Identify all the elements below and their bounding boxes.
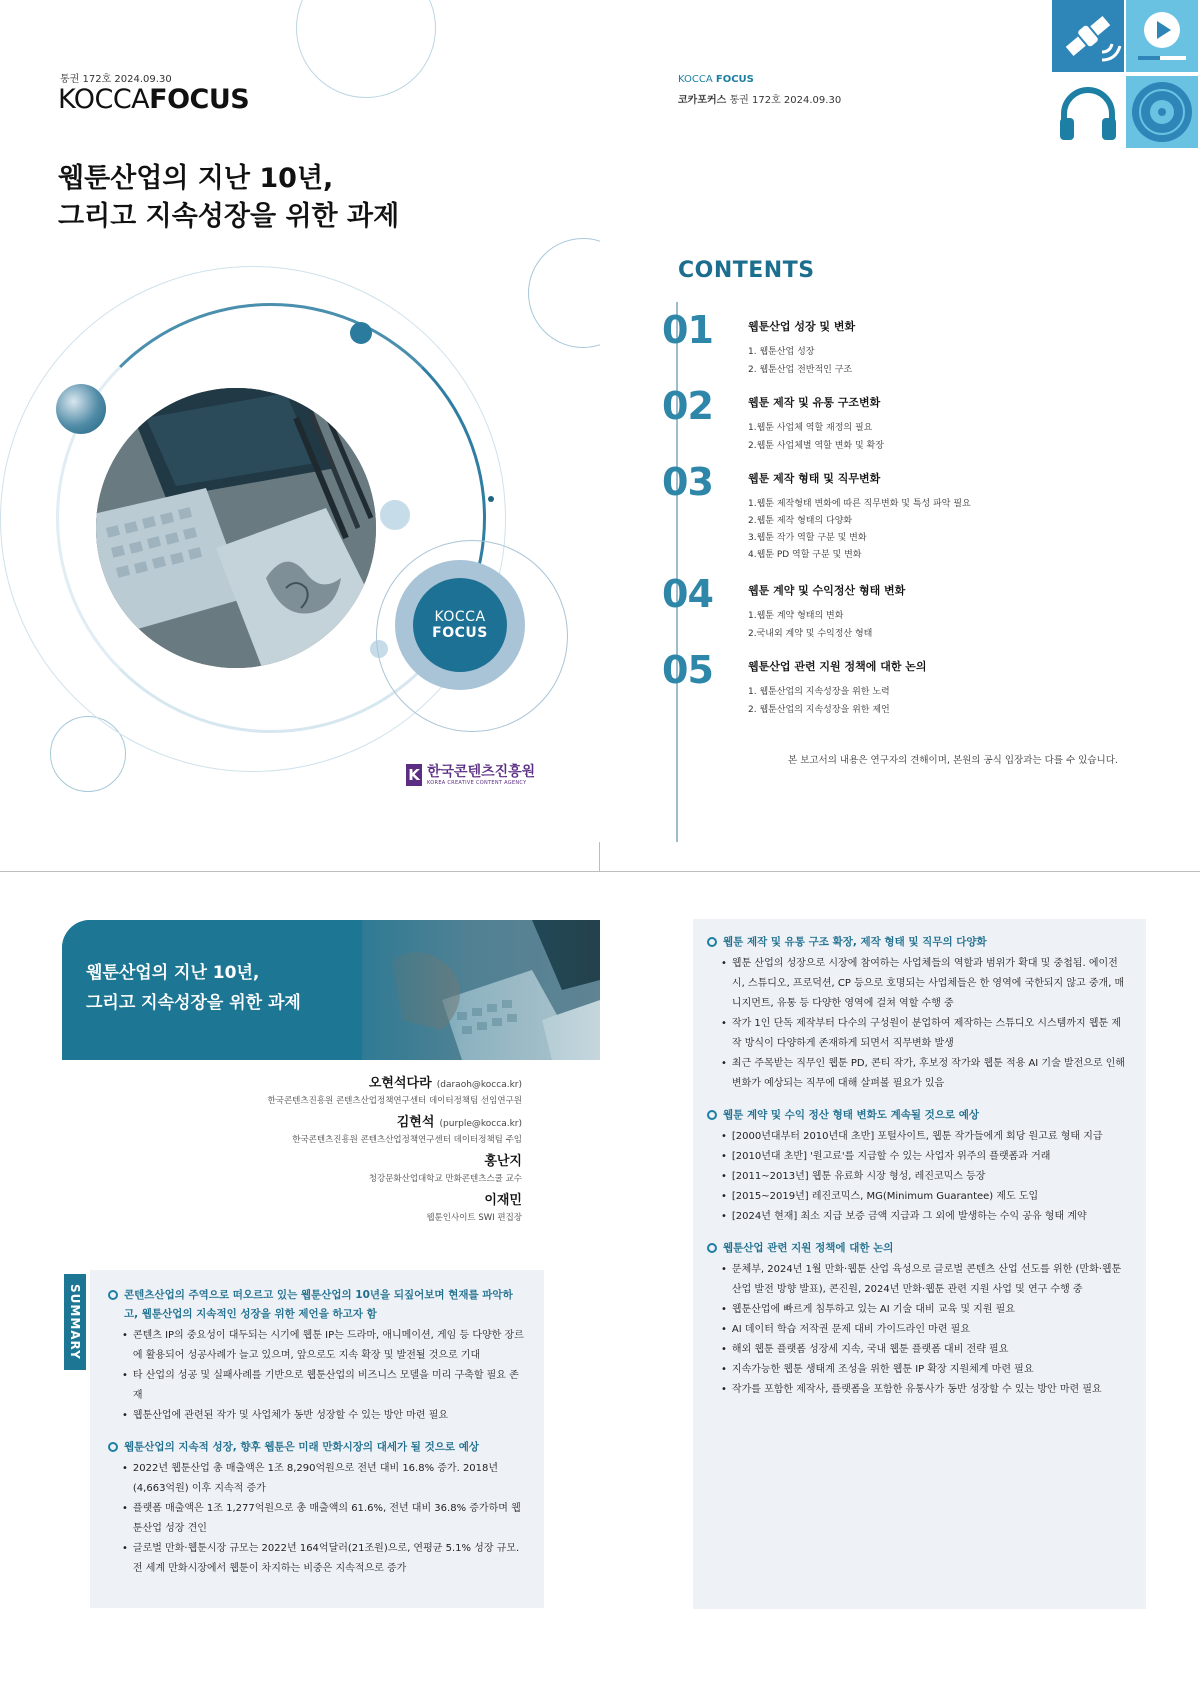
- deco-dot-tiny: [488, 496, 494, 502]
- toc-num: 02: [662, 384, 713, 428]
- sub-text: 2022년 웹툰산업 총 매출액은 1조 8,290억원으로 전년 대비 16.8% 증가. 2018년 (4,663억원) 이후 지속적 증가: [132, 1463, 499, 1494]
- summary-title: [86, 958, 301, 1018]
- bullet-circle-icon: [108, 1442, 118, 1452]
- bullet-circle-icon: [707, 1243, 717, 1253]
- detail-sub-item: • 웹툰산업에 빠르게 침투하고 있는 AI 기술 대비 교육 및 지원 필요: [707, 1300, 1128, 1320]
- agency-text: [427, 765, 535, 786]
- contents-title: CONTENTS: [678, 258, 815, 283]
- badge-line-2: FOCUS: [432, 625, 488, 641]
- sub-text: [2000년대부터 2010년대 초반] 포털사이트, 웹툰 작가들에게 회당 원고료 형태 지급: [731, 1131, 1103, 1142]
- author-3: [369, 1150, 522, 1184]
- detail-sub-item: • [2024년 현재] 최소 지급 보증 금액 지급과 그 외에 발생하는 수익 공유 형태 계약: [707, 1207, 1128, 1227]
- bullet-text: 콘텐츠산업의 주역으로 떠오르고 있는 웹툰산업의 10년을 되짚어보며 현재를 파악하고, 웹툰산업의 지속적인 성장을 위한 제언을 하고자 함: [124, 1289, 513, 1320]
- sub-text: 웹툰산업에 관련된 작가 및 사업체가 동반 성장할 수 있는 방안 마련 필요: [132, 1410, 449, 1421]
- toc-item: 4.웹툰 PD 역할 구분 및 변화: [748, 550, 862, 560]
- toc-item: 2.웹툰 제작 형태의 다양화: [748, 516, 853, 526]
- contents-brand: [678, 74, 754, 85]
- toc-num: 03: [662, 460, 713, 504]
- toc-heading: 웹툰산업 성장 및 변화: [748, 320, 856, 333]
- detail-sub-item: • [2011~2013년] 웹툰 유료화 시장 형성, 레진코믹스 등장: [707, 1167, 1128, 1187]
- sub-text: 작가를 포함한 제작사, 플랫폼을 포함한 유통사가 동반 성장할 수 있는 방안 마련 필요: [731, 1384, 1102, 1395]
- sub-text: [2010년대 초반] '원고료'를 지급할 수 있는 사업자 위주의 플랫폼과 거래: [731, 1151, 1051, 1162]
- detail-sub-item: • 해외 웹툰 플랫폼 성장세 지속, 국내 웹툰 플랫폼 대비 전략 필요: [707, 1340, 1128, 1360]
- focus-badge: [395, 560, 525, 690]
- toc-heading: 웹툰 제작 형태 및 직무변화: [748, 472, 881, 485]
- bullet-circle-icon: [707, 1110, 717, 1120]
- summary-sub-item: • 글로벌 만화·웹툰시장 규모는 2022년 164억달러(21조원)으로, 연평균 5.1% 성장 규모. 전 세계 만화시장에서 웹툰이 차지하는 비중은 지속적으로 증가: [108, 1539, 524, 1579]
- toc-num: 05: [662, 648, 713, 692]
- agency-eng: KOREA CREATIVE CONTENT AGENCY: [427, 779, 527, 786]
- author-affiliation: 청강문화산업대학교 만화콘텐츠스쿨 교수: [368, 1174, 522, 1184]
- detail-sub-item: • [2015~2019년] 레진코믹스, MG(Minimum Guarantee) 제도 도입: [707, 1187, 1128, 1207]
- cover-photo-illustration: [96, 388, 376, 668]
- cover-issue: 통권 172호 2024.09.30: [60, 74, 172, 85]
- contents-page: [600, 0, 1200, 842]
- detail-bullet-1: [707, 933, 1128, 952]
- toc-num: 01: [662, 308, 713, 352]
- author-name: 오현석다라: [368, 1076, 432, 1091]
- toc-item: 2.웹툰 사업체별 역할 변화 및 확장: [748, 441, 884, 451]
- contents-issue: [678, 91, 841, 106]
- sub-text: 해외 웹툰 플랫폼 성장세 지속, 국내 웹툰 플랫폼 대비 전략 필요: [731, 1344, 1009, 1355]
- summary-page: [0, 872, 600, 1684]
- headphones-icon: [1052, 76, 1124, 148]
- vinyl-disc-icon: [1126, 76, 1198, 148]
- sub-text: 작가 1인 단독 제작부터 다수의 구성원이 분업하여 제작하는 스튜디오 시스템까지 웹툰 제작 방식이 다양하게 존재하게 되면서 직무변화 발생: [731, 1018, 1121, 1049]
- author-name: 김현석: [396, 1115, 435, 1130]
- detail-sub-item: • [2000년대부터 2010년대 초반] 포털사이트, 웹툰 작가들에게 회당 원고료 형태 지급: [707, 1127, 1128, 1147]
- detail-bullet-3: [707, 1239, 1128, 1258]
- agency-name: 한국콘텐츠진흥원: [427, 763, 536, 780]
- detail-sub-item: • 지속가능한 웹툰 생태계 조성을 위한 웹툰 IP 확장 지원체계 마련 필요: [707, 1360, 1128, 1380]
- brand-thin: KOCCA: [58, 84, 150, 115]
- bullet-circle-icon: [707, 937, 717, 947]
- bullet-text: 웹툰 제작 및 유통 구조 확장, 제작 형태 및 직무의 다양화: [723, 936, 987, 948]
- summary-sub-item: • 콘텐츠 IP의 중요성이 대두되는 시기에 웹툰 IP는 드라마, 애니메이션, 게임 등 다양한 장르에 활용되어 성공사례가 늘고 있으며, 앞으로도 지속 확장 및 발전될 것으로 기대: [108, 1326, 524, 1366]
- author-1: [268, 1072, 522, 1106]
- sub-text: 문체부, 2024년 1월 만화·웹툰 산업 육성으로 글로벌 콘텐츠 산업 선도를 위한 (만화·웹툰 산업 발전 방향 발표), 콘진원, 2024년 만화·웹툰 관련 지원 사업 및 연구 수행 중: [731, 1264, 1122, 1295]
- satellite-icon: [1052, 0, 1124, 72]
- sub-text: [2011~2013년] 웹툰 유료화 시장 형성, 레진코믹스 등장: [731, 1171, 986, 1182]
- summary-sub-item: • 웹툰산업에 관련된 작가 및 사업체가 동반 성장할 수 있는 방안 마련 필요: [108, 1406, 524, 1426]
- toc-heading: 웹툰 계약 및 수익정산 형태 변화: [748, 584, 906, 597]
- toc-item: 2. 웹툰산업 전반적인 구조: [748, 365, 853, 375]
- deco-dot-grey1: [378, 498, 412, 532]
- author-email[interactable]: (purple@kocca.kr): [439, 1119, 522, 1129]
- bullet-circle-icon: [108, 1290, 118, 1300]
- detail-box: [693, 919, 1146, 1609]
- contents-brand-bold: FOCUS: [715, 74, 754, 85]
- deco-dot-large: [56, 384, 106, 434]
- summary-bullet-1: [108, 1286, 524, 1324]
- media-icons: [1050, 0, 1200, 150]
- toc-item: 1.웹툰 제작형태 변화에 따른 직무변화 및 특성 파악 필요: [748, 499, 971, 509]
- sub-text: [2015~2019년] 레진코믹스, MG(Minimum Guarantee) 제도 도입: [731, 1191, 1039, 1202]
- toc-heading: 웹툰산업 관련 지원 정책에 대한 논의: [748, 660, 927, 673]
- deco-ring-right: [528, 238, 600, 348]
- sub-text: 글로벌 만화·웹툰시장 규모는 2022년 164억달러(21조원)으로, 연평균 5.1% 성장 규모. 전 세계 만화시장에서 웹툰이 차지하는 비중은 지속적으로 증가: [132, 1543, 520, 1574]
- sub-text: AI 데이터 학습 저작권 문제 대비 가이드라인 마련 필요: [731, 1324, 970, 1335]
- sub-text: 플랫폼 매출액은 1조 1,277억원으로 총 매출액의 61.6%, 전년 대비 36.8% 증가하며 웹툰산업 성장 견인: [132, 1503, 521, 1534]
- contents-issue-bold: 코카포커스: [678, 95, 727, 106]
- deco-dot-small: [350, 322, 372, 344]
- bullet-text: 웹툰산업 관련 지원 정책에 대한 논의: [723, 1242, 894, 1254]
- summary-sub-item: • 타 산업의 성공 및 실패사례를 기반으로 웹툰산업의 비즈니스 모델을 미리 구축할 필요 존재: [108, 1366, 524, 1406]
- detail-sub-item: • [2010년대 초반] '원고료'를 지급할 수 있는 사업자 위주의 플랫폼과 거래: [707, 1147, 1128, 1167]
- cover-title-line-2: 그리고 지속성장을 위한 과제: [58, 201, 400, 232]
- summary-title-line-1: 웹툰산업의 지난 10년,: [86, 963, 260, 983]
- detail-sub-item: • AI 데이터 학습 저작권 문제 대비 가이드라인 마련 필요: [707, 1320, 1128, 1340]
- cover-title-line-1: 웹툰산업의 지난 10년,: [58, 163, 334, 194]
- toc-item: 1. 웹툰산업 성장: [748, 347, 815, 357]
- detail-bullet-2: [707, 1106, 1128, 1125]
- author-affiliation: 한국콘텐츠진흥원 콘텐츠산업정책연구센터 데이터정책팀 주임: [292, 1135, 522, 1145]
- author-affiliation: 한국콘텐츠진흥원 콘텐츠산업정책연구센터 데이터정책팀 선임연구원: [267, 1096, 522, 1106]
- bullet-text: 웹툰산업의 지속적 성장, 향후 웹툰은 미래 만화시장의 대세가 될 것으로 예상: [124, 1441, 479, 1453]
- sub-text: 최근 주목받는 직무인 웹툰 PD, 콘티 작가, 후보정 작가와 웹툰 적용 AI 기술 발전으로 인해 변화가 예상되는 직무에 대해 살펴볼 필요가 있음: [731, 1058, 1126, 1089]
- sub-text: [2024년 현재] 최소 지급 보증 금액 지급과 그 외에 발생하는 수익 공유 형태 계약: [731, 1211, 1087, 1222]
- toc-item: 1.웹툰 사업체 역할 재정의 필요: [748, 423, 873, 433]
- sub-text: 지속가능한 웹툰 생태계 조성을 위한 웹툰 IP 확장 지원체계 마련 필요: [731, 1364, 1034, 1375]
- toc-item: 1.웹툰 계약 형태의 변화: [748, 611, 844, 621]
- toc-num: 04: [662, 572, 713, 616]
- sub-text: 타 산업의 성공 및 실패사례를 기반으로 웹툰산업의 비즈니스 모델을 미리 구축할 필요 존재: [132, 1370, 519, 1401]
- summary-box: [90, 1270, 544, 1608]
- summary-sub-item: • 플랫폼 매출액은 1조 1,277억원으로 총 매출액의 61.6%, 전년 대비 36.8% 증가하며 웹툰산업 성장 견인: [108, 1499, 524, 1539]
- bullet-text: 웹툰 계약 및 수익 정산 형태 변화도 계속될 것으로 예상: [723, 1109, 980, 1121]
- video-play-icon: [1126, 0, 1198, 72]
- detail-page: [600, 872, 1200, 1684]
- detail-sub-item: • 웹툰 산업의 성장으로 시장에 참여하는 사업체들의 역할과 범위가 확대 및 중첩됨. 에이전시, 스튜디오, 프로덕션, CP 등으로 호명되는 사업체들은 한 영역에 국한되지 않고 중개, 매니지먼트, 유통 등 다양한 영역에 걸쳐 역할 수행 중: [707, 954, 1128, 1014]
- detail-sub-item: • 최근 주목받는 직무인 웹툰 PD, 콘티 작가, 후보정 작가와 웹툰 적용 AI 기술 발전으로 인해 변화가 예상되는 직무에 대해 살펴볼 필요가 있음: [707, 1054, 1128, 1094]
- author-2: [292, 1111, 522, 1145]
- toc-item: 1. 웹툰산업의 지속성장을 위한 노력: [748, 687, 890, 697]
- deco-ring-top: [296, 0, 436, 98]
- detail-sub-item: • 작가 1인 단독 제작부터 다수의 구성원이 분업하여 제작하는 스튜디오 시스템까지 웹툰 제작 방식이 다양하게 존재하게 되면서 직무변화 발생: [707, 1014, 1128, 1054]
- cover-title: [58, 160, 498, 236]
- summary-label: SUMMARY: [64, 1274, 86, 1370]
- disclaimer: 본 보고서의 내용은 연구자의 견해이며, 본원의 공식 입장과는 다를 수 있습니다.: [788, 755, 1118, 766]
- toc-item: 2. 웹툰산업의 지속성장을 위한 제언: [748, 705, 890, 715]
- contents-brand-thin: KOCCA: [678, 74, 713, 85]
- summary-title-line-2: 그리고 지속성장을 위한 과제: [86, 993, 301, 1013]
- sub-text: 웹툰산업에 빠르게 침투하고 있는 AI 기술 대비 교육 및 지원 필요: [731, 1304, 1015, 1315]
- badge-line-1: KOCCA: [434, 609, 486, 625]
- author-affiliation: 웹툰인사이트 SWI 편집장: [426, 1213, 522, 1223]
- author-email[interactable]: (daraoh@kocca.kr): [436, 1080, 522, 1090]
- toc-heading: 웹툰 제작 및 유통 구조변화: [748, 396, 881, 409]
- agency-logo: [406, 764, 535, 786]
- detail-sub-item: • 문체부, 2024년 1월 만화·웹툰 산업 육성으로 글로벌 콘텐츠 산업 선도를 위한 (만화·웹툰 산업 발전 방향 발표), 콘진원, 2024년 만화·웹툰 관련 지원 사업 및 연구 수행 중: [707, 1260, 1128, 1300]
- toc-item: 2.국내외 계약 및 수익정산 형태: [748, 629, 873, 639]
- cover-brand: [58, 84, 249, 115]
- detail-sub-item: • 작가를 포함한 제작사, 플랫폼을 포함한 유통사가 동반 성장할 수 있는 방안 마련 필요: [707, 1380, 1128, 1400]
- author-4: [426, 1189, 522, 1223]
- author-name: 이재민: [484, 1193, 522, 1208]
- brand-bold: FOCUS: [149, 84, 250, 115]
- toc-item: 3.웹툰 작가 역할 구분 및 변화: [748, 533, 867, 543]
- agency-k-mark-icon: K: [406, 764, 422, 786]
- sub-text: 콘텐츠 IP의 중요성이 대두되는 시기에 웹툰 IP는 드라마, 애니메이션, 게임 등 다양한 장르에 활용되어 성공사례가 늘고 있으며, 앞으로도 지속 확장 및 발전될 것으로 기대: [132, 1330, 524, 1361]
- summary-bullet-2: [108, 1438, 524, 1457]
- author-name: 홍난지: [484, 1154, 522, 1169]
- cover-photo: [96, 388, 376, 668]
- summary-sub-item: • 2022년 웹툰산업 총 매출액은 1조 8,290억원으로 전년 대비 16.8% 증가. 2018년 (4,663억원) 이후 지속적 증가: [108, 1459, 524, 1499]
- sub-text: 웹툰 산업의 성장으로 시장에 참여하는 사업체들의 역할과 범위가 확대 및 중첩됨. 에이전시, 스튜디오, 프로덕션, CP 등으로 호명되는 사업체들은 한 영역에 국한되지 않고 중개, 매니지먼트, 유통 등 다양한 영역에 걸쳐 역할 수행 중: [731, 958, 1125, 1009]
- contents-issue-rest: 통권 172호 2024.09.30: [729, 95, 842, 106]
- cover-page: [0, 0, 600, 842]
